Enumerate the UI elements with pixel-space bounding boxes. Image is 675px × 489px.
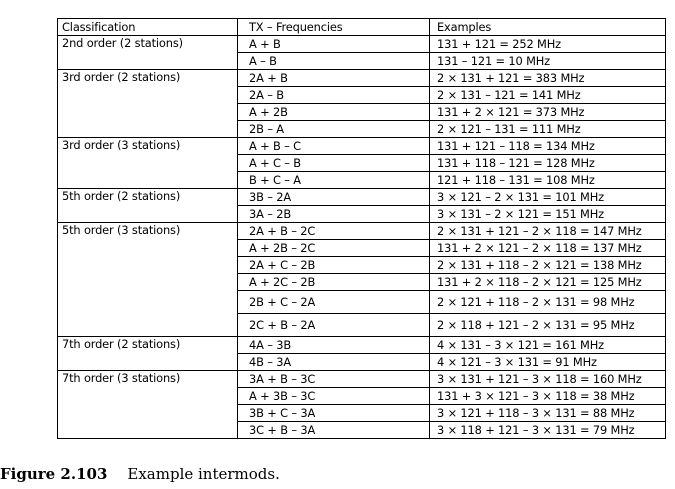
example-cell: 131 + 121 = 252 MHz xyxy=(430,36,666,53)
tx-frequency-cell: 3A + B – 3C xyxy=(238,371,430,388)
tx-frequency-cell: 4B – 3A xyxy=(238,354,430,371)
header-tx-frequencies: TX – Frequencies xyxy=(238,19,430,36)
tx-frequency-cell: 2A + B xyxy=(238,70,430,87)
example-cell: 121 + 118 – 131 = 108 MHz xyxy=(430,172,666,189)
header-classification: Classification xyxy=(58,19,238,36)
classification-cell: 2nd order (2 stations) xyxy=(58,36,238,70)
tx-frequency-cell: 3B – 2A xyxy=(238,189,430,206)
example-cell: 3 × 121 + 118 – 3 × 131 = 88 MHz xyxy=(430,405,666,422)
example-cell: 3 × 118 + 121 – 3 × 131 = 79 MHz xyxy=(430,422,666,439)
example-cell: 131 – 121 = 10 MHz xyxy=(430,53,666,70)
example-cell: 3 × 121 – 2 × 131 = 101 MHz xyxy=(430,189,666,206)
tx-frequency-cell: A + 3B – 3C xyxy=(238,388,430,405)
tx-frequency-cell: A + B – C xyxy=(238,138,430,155)
example-cell: 131 + 2 × 121 = 373 MHz xyxy=(430,104,666,121)
example-cell: 3 × 131 – 2 × 121 = 151 MHz xyxy=(430,206,666,223)
tx-frequency-cell: A + 2B – 2C xyxy=(238,240,430,257)
figure-caption-text: Example intermods. xyxy=(127,465,280,483)
classification-cell: 7th order (2 stations) xyxy=(58,337,238,371)
example-cell: 3 × 131 + 121 – 3 × 118 = 160 MHz xyxy=(430,371,666,388)
table-row xyxy=(58,70,666,87)
table-body xyxy=(58,36,666,439)
header-examples: Examples xyxy=(430,19,666,36)
example-cell: 2 × 131 + 121 – 2 × 118 = 147 MHz xyxy=(430,223,666,240)
table-row xyxy=(58,223,666,240)
table-row xyxy=(58,337,666,354)
table-row xyxy=(58,36,666,53)
tx-frequency-cell: 2A – B xyxy=(238,87,430,104)
tx-frequency-cell: A + 2B xyxy=(238,104,430,121)
tx-frequency-cell: 2C + B – 2A xyxy=(238,314,430,337)
tx-frequency-cell: 2A + B – 2C xyxy=(238,223,430,240)
example-cell: 131 + 2 × 118 – 2 × 121 = 125 MHz xyxy=(430,274,666,291)
table-row xyxy=(58,138,666,155)
tx-frequency-cell: 2B + C – 2A xyxy=(238,291,430,314)
classification-cell: 3rd order (2 stations) xyxy=(58,70,238,138)
intermod-table xyxy=(57,18,666,439)
tx-frequency-cell: 4A – 3B xyxy=(238,337,430,354)
classification-cell: 7th order (3 stations) xyxy=(58,371,238,439)
example-cell: 4 × 131 – 3 × 121 = 161 MHz xyxy=(430,337,666,354)
tx-frequency-cell: 3C + B – 3A xyxy=(238,422,430,439)
example-cell: 2 × 131 + 121 = 383 MHz xyxy=(430,70,666,87)
example-cell: 2 × 121 + 118 – 2 × 131 = 98 MHz xyxy=(430,291,666,314)
classification-cell: 3rd order (3 stations) xyxy=(58,138,238,189)
example-cell: 131 + 118 – 121 = 128 MHz xyxy=(430,155,666,172)
tx-frequency-cell: A + C – B xyxy=(238,155,430,172)
classification-cell: 5th order (3 stations) xyxy=(58,223,238,337)
table-row xyxy=(58,371,666,388)
example-cell: 2 × 131 + 118 – 2 × 121 = 138 MHz xyxy=(430,257,666,274)
tx-frequency-cell: 2A + C – 2B xyxy=(238,257,430,274)
tx-frequency-cell: 3B + C – 3A xyxy=(238,405,430,422)
tx-frequency-cell: 3A – 2B xyxy=(238,206,430,223)
example-cell: 4 × 121 – 3 × 131 = 91 MHz xyxy=(430,354,666,371)
table-header-row xyxy=(58,19,666,36)
example-cell: 2 × 121 – 131 = 111 MHz xyxy=(430,121,666,138)
example-cell: 131 + 2 × 121 – 2 × 118 = 137 MHz xyxy=(430,240,666,257)
example-cell: 2 × 131 – 121 = 141 MHz xyxy=(430,87,666,104)
tx-frequency-cell: A – B xyxy=(238,53,430,70)
figure-caption-label: Figure 2.103 xyxy=(0,465,108,483)
tx-frequency-cell: 2B – A xyxy=(238,121,430,138)
example-cell: 131 + 3 × 121 – 3 × 118 = 38 MHz xyxy=(430,388,666,405)
tx-frequency-cell: A + 2C – 2B xyxy=(238,274,430,291)
tx-frequency-cell: A + B xyxy=(238,36,430,53)
classification-cell: 5th order (2 stations) xyxy=(58,189,238,223)
tx-frequency-cell: B + C – A xyxy=(238,172,430,189)
example-cell: 2 × 118 + 121 – 2 × 131 = 95 MHz xyxy=(430,314,666,337)
table-row xyxy=(58,189,666,206)
example-cell: 131 + 121 – 118 = 134 MHz xyxy=(430,138,666,155)
figure-caption xyxy=(0,465,280,483)
